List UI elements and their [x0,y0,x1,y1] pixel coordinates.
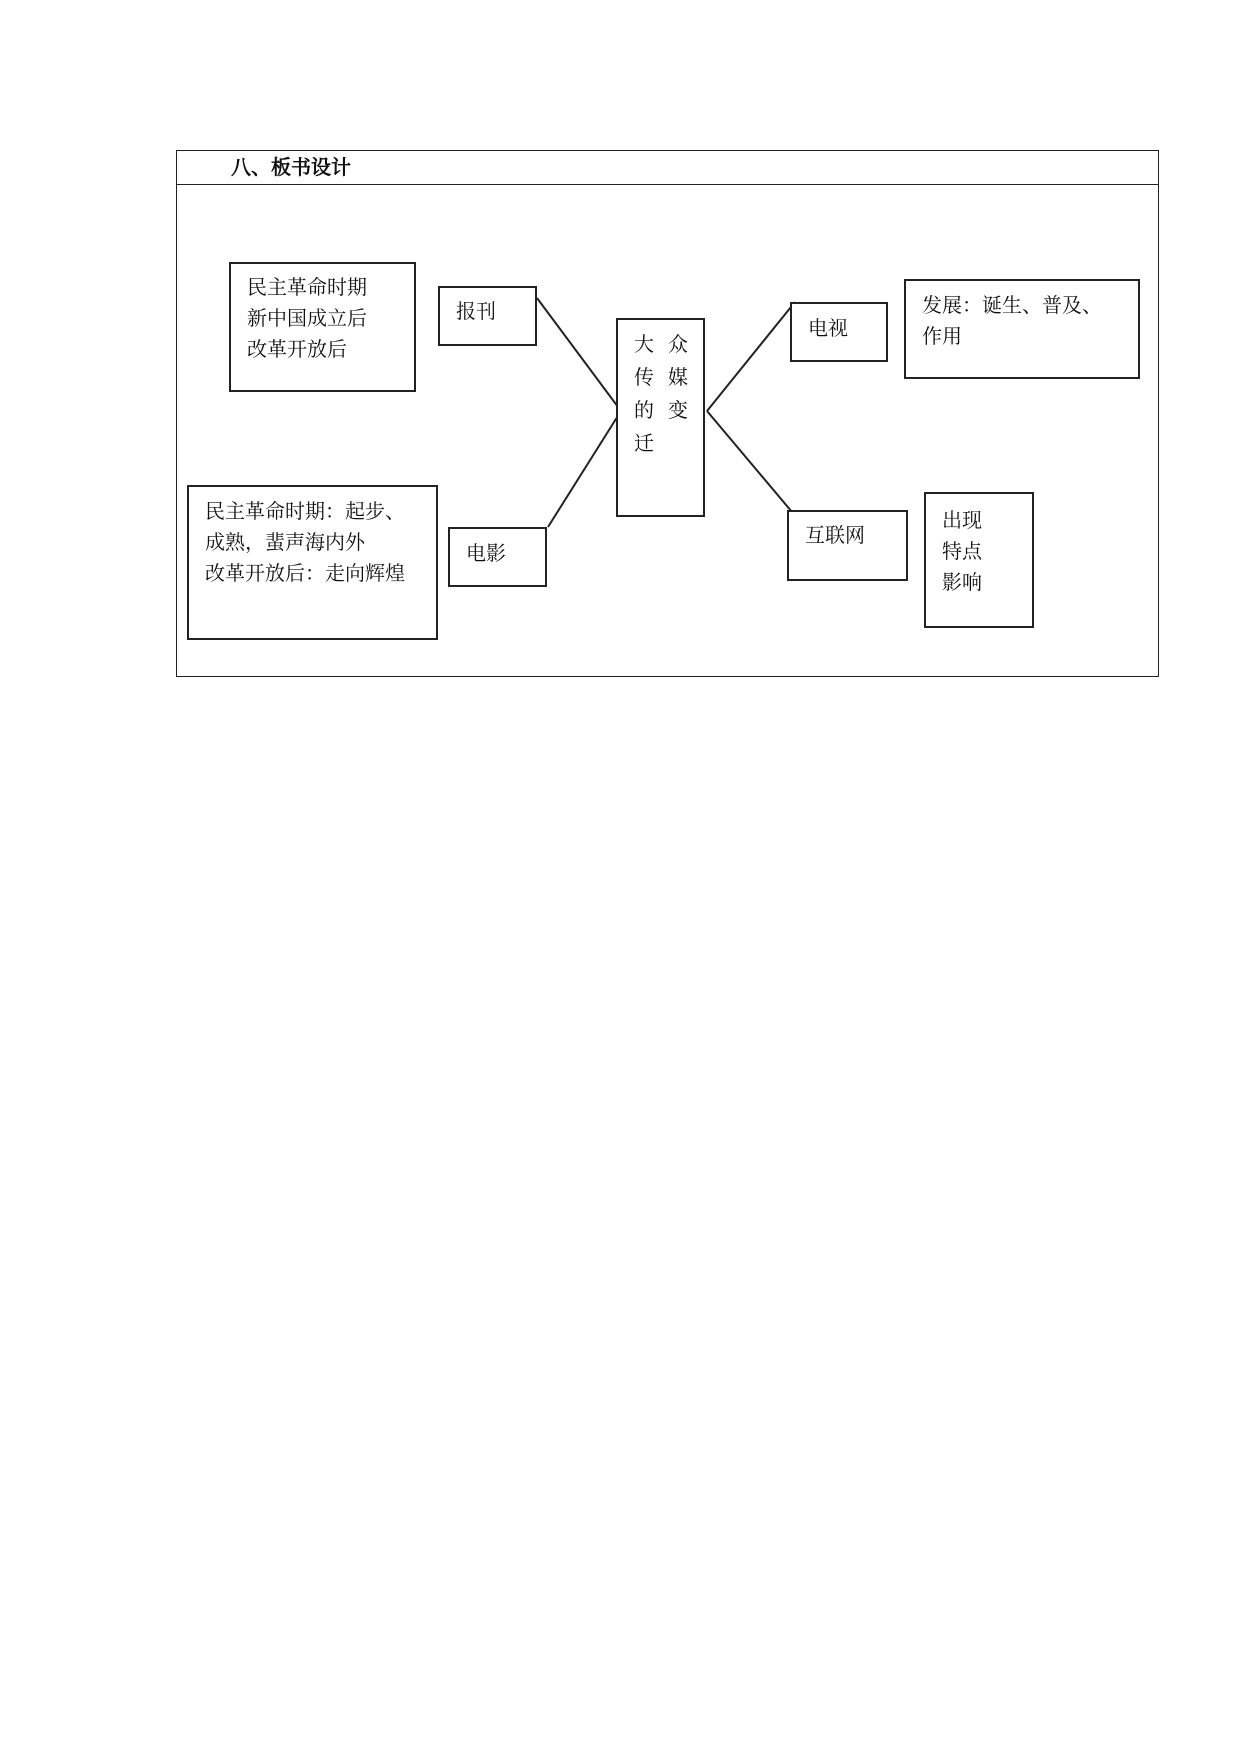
center-char-right-2: 媒 [668,365,688,389]
internet-detail-line-1: 出现 [942,508,982,532]
newspaper-detail-box [229,262,416,392]
center-char-left-4: 迁 [634,431,654,455]
film-detail-line-3: 改革开放后：走向辉煌 [205,561,405,585]
film-detail-line-1: 民主革命时期：起步、 [205,499,405,523]
section-title: 八、板书设计 [231,155,351,179]
center-char-right-1: 众 [668,332,688,356]
center-char-left-3: 的 [634,398,654,422]
film-detail-line-2: 成熟，蜚声海内外 [205,530,365,554]
internet-label: 互联网 [805,523,865,547]
internet-box [787,510,908,581]
television-detail-line-2: 作用 [922,324,962,348]
center-char-left-2: 传 [634,365,654,389]
center-topic-box [616,318,705,517]
film-box [448,527,547,587]
television-box [790,302,888,362]
internet-detail-line-2: 特点 [942,539,982,563]
newspaper-detail-line-2: 新中国成立后 [247,306,367,330]
internet-detail-line-3: 影响 [942,570,982,594]
film-detail-box [187,485,438,640]
section-header-row [177,151,1158,185]
television-detail-line-1: 发展：诞生、普及、 [922,293,1102,317]
internet-detail-box [924,492,1034,628]
newspaper-detail-line-1: 民主革命时期 [247,275,367,299]
newspaper-detail-line-3: 改革开放后 [247,337,347,361]
television-detail-box [904,279,1140,379]
film-label: 电影 [466,541,506,565]
television-label: 电视 [808,316,848,340]
center-char-right-3: 变 [668,398,688,422]
newspaper-box [438,286,537,346]
center-char-left-1: 大 [634,332,654,356]
newspaper-label: 报刊 [456,299,496,323]
